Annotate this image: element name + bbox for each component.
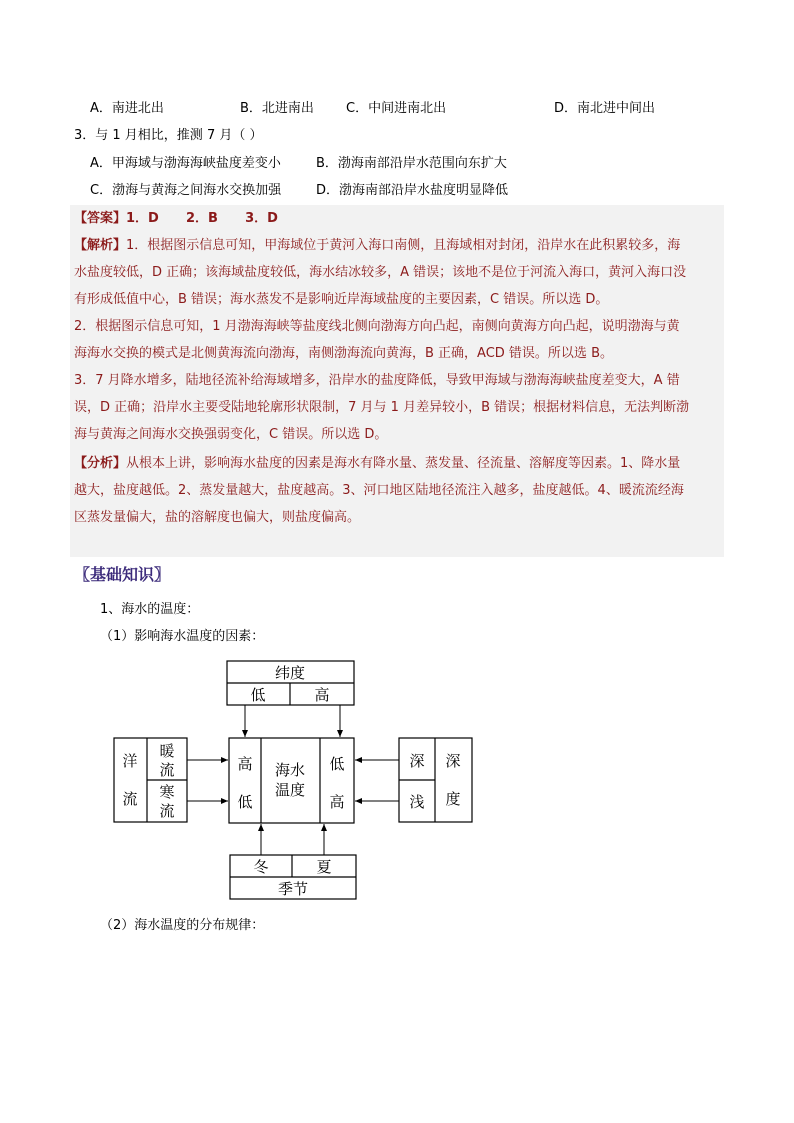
item-1-2: （2）海水温度的分布规律：: [100, 918, 265, 933]
analysis-label: 【解析】: [74, 238, 127, 253]
q3-option-a: A．甲海域与渤海海峡盐度差变小: [90, 156, 281, 171]
answer-label: 【答案】: [74, 211, 127, 226]
analysis-line-4: 2．根据图示信息可知，1 月渤海海峡等盐度线北侧向渤海方向凸起，南侧向黄海方向凸起，说明渤海与黄: [74, 319, 680, 334]
fenxi-label: 【分析】: [74, 456, 127, 471]
center-right-high: 高: [329, 793, 345, 811]
q2-option-a: A．南进北出: [90, 101, 164, 116]
warm-current-2: 流: [159, 761, 175, 779]
q3-option-b: B．渤海南部沿岸水范围向东扩大: [316, 156, 507, 171]
analysis-line-8: 海与黄海之间海水交换强弱变化，C 错误。所以选 D。: [74, 427, 388, 442]
analysis-line-6: 3．7 月降水增多，陆地径流补给海域增多，沿岸水的盐度降低，导致甲海域与渤海海峡盐度差变大，A 错: [74, 373, 680, 388]
center-label-2: 温度: [274, 781, 306, 799]
analysis-text-1: 1．根据图示信息可知，甲海域位于黄河入海口南侧，且海域相对封闭，沿岸水在此积累较多，海: [126, 238, 681, 253]
q2-option-c: C．中间进南北出: [346, 101, 447, 116]
answer-line: [74, 207, 278, 226]
q2-option-b: B．北进南出: [240, 101, 314, 116]
depth-deep: 深: [409, 752, 425, 770]
fenxi-line-1: [74, 452, 680, 471]
cold-current-1: 寒: [159, 783, 175, 801]
latitude-high: 高: [314, 686, 330, 704]
fenxi-text-1: 从根本上讲，影响海水盐度的因素是海水有降水量、蒸发量、径流量、溶解度等因素。1、降水量: [126, 456, 681, 471]
q2-option-d: D．南北进中间出: [554, 101, 656, 116]
q3-option-d: D．渤海南部沿岸水盐度明显降低: [316, 183, 509, 198]
analysis-line-5: 海海水交换的模式是北侧黄海流向渤海，南侧渤海流向黄海，B 正确，ACD 错误。所以选 B。: [74, 346, 613, 361]
depth-shallow: 浅: [409, 793, 425, 811]
latitude-label: 纬度: [274, 664, 306, 682]
cold-current-2: 流: [159, 802, 175, 820]
center-left-high: 高: [237, 755, 253, 773]
depth-label-1: 深: [445, 752, 461, 770]
analysis-line-7: 误，D 正确；沿岸水主要受陆地轮廓形状限制，7 月与 1 月差异较小，B 错误；根据材料信息，无法判断渤: [74, 400, 690, 415]
answer-items: 1．D 2．B 3．D: [126, 211, 278, 226]
fenxi-line-2: 越大，盐度越低。2、蒸发量越大，盐度越高。3、河口地区陆地径流注入越多，盐度越低。4、暖流流经海: [74, 483, 684, 498]
center-left-low: 低: [237, 793, 253, 811]
season-winter: 冬: [253, 858, 269, 876]
warm-current-1: 暖: [159, 742, 175, 760]
sea-temperature-diagram: [100, 650, 490, 905]
section-title: 〖基础知识〗: [74, 565, 171, 584]
q3-stem: 3．与 1 月相比，推测 7 月（ ）: [74, 128, 263, 143]
ocean-current-label-1: 洋: [122, 752, 138, 770]
season-summer: 夏: [316, 858, 332, 876]
analysis-line-3: 有形成低值中心，B 错误；海水蒸发不是影响近岸海域盐度的主要因素，C 错误。所以选 D。: [74, 292, 609, 307]
analysis-line-1: [74, 234, 680, 253]
ocean-current-label-2: 流: [122, 790, 138, 808]
q3-option-c: C．渤海与黄海之间海水交换加强: [90, 183, 282, 198]
center-right-low: 低: [329, 755, 345, 773]
analysis-line-2: 水盐度较低，D 正确；该海域盐度较低，海水结冰较多，A 错误；该地不是位于河流入海口，黄河入海口没: [74, 265, 687, 280]
center-label-1: 海水: [274, 761, 306, 779]
item-1-1: （1）影响海水温度的因素：: [100, 629, 265, 644]
fenxi-line-3: 区蒸发量偏大，盐的溶解度也偏大，则盐度偏高。: [74, 510, 361, 525]
latitude-low: 低: [250, 686, 266, 704]
depth-label-2: 度: [445, 790, 461, 808]
season-label: 季节: [277, 880, 309, 898]
item-1: 1、海水的温度：: [100, 602, 200, 617]
